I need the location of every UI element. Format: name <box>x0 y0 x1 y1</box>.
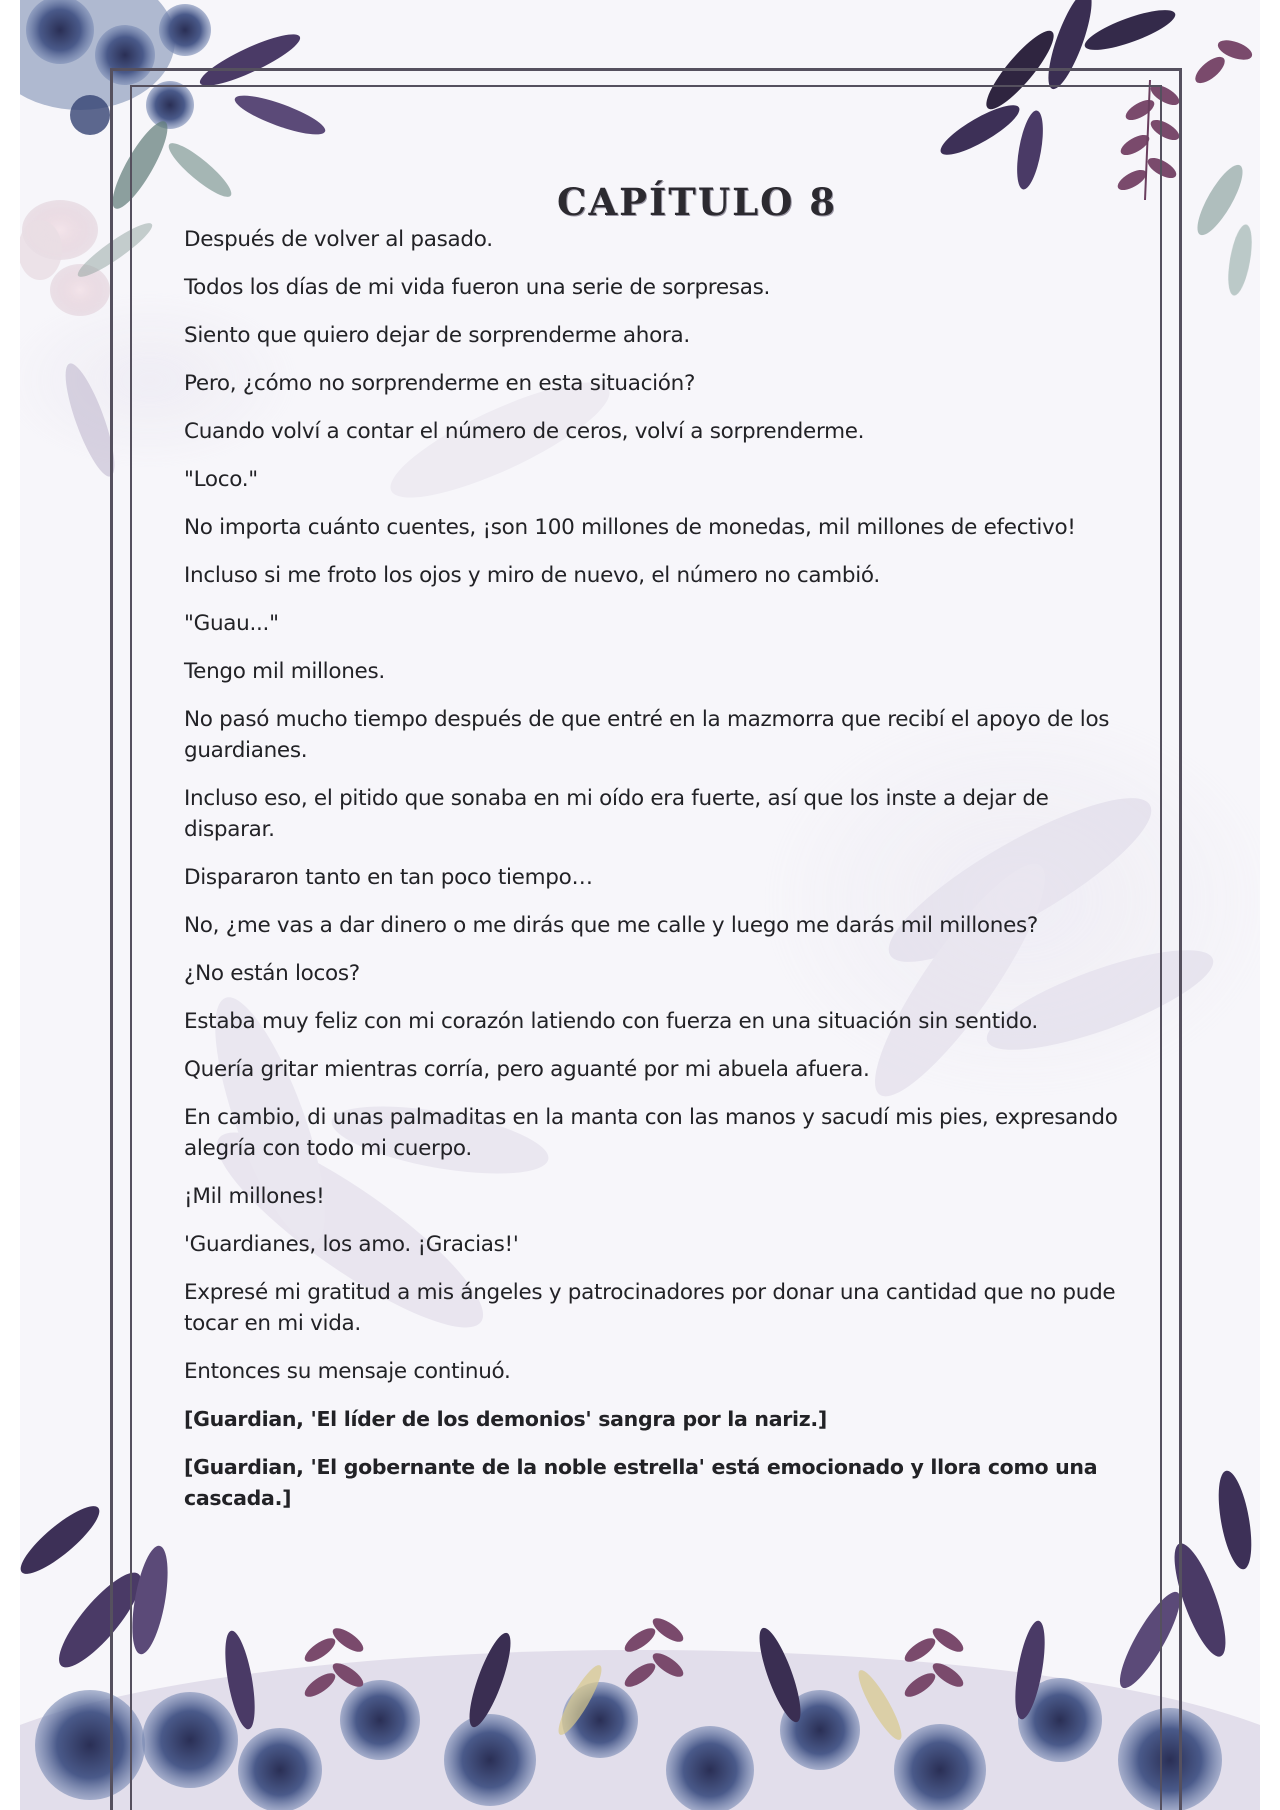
paragraph: "Loco." <box>184 467 258 492</box>
paragraph: En cambio, di unas palmaditas en la manta con las manos y sacudí mis pies, expresando alegría con todo mi cuerpo. <box>184 1105 1118 1161</box>
paragraph: Después de volver al pasado. <box>184 227 493 252</box>
paragraph: Cuando volví a contar el número de ceros, volví a sorprenderme. <box>184 419 865 444</box>
paragraph: Siento que quiero dejar de sorprenderme ahora. <box>184 323 690 348</box>
paragraph: Dispararon tanto en tan poco tiempo… <box>184 865 593 890</box>
paragraph: Todos los días de mi vida fueron una serie de sorpresas. <box>184 275 771 300</box>
paragraph: No, ¿me vas a dar dinero o me dirás que me calle y luego me darás mil millones? <box>184 913 1039 938</box>
paragraph: Pero, ¿cómo no sorprenderme en esta situación? <box>184 371 696 396</box>
paragraph: Entonces su mensaje continuó. <box>184 1359 511 1384</box>
paragraph: No pasó mucho tiempo después de que entré en la mazmorra que recibí el apoyo de los guardianes. <box>184 707 1110 763</box>
paragraph: 'Guardianes, los amo. ¡Gracias!' <box>184 1232 519 1257</box>
chapter-text <box>184 224 1120 1514</box>
paragraph: [Guardian, 'El gobernante de la noble estrella' está emocionado y llora como una cascada.] <box>184 1455 1098 1510</box>
document-page <box>20 0 1260 1810</box>
paragraph: [Guardian, 'El líder de los demonios' sangra por la nariz.] <box>184 1407 827 1431</box>
paragraph: Incluso si me froto los ojos y miro de nuevo, el número no cambió. <box>184 563 880 588</box>
paragraph: Tengo mil millones. <box>184 659 385 684</box>
paragraph: ¿No están locos? <box>184 961 360 986</box>
paragraph: "Guau..." <box>184 611 279 636</box>
chapter-title: CAPÍTULO 8 <box>557 180 837 224</box>
paragraph: Expresé mi gratitud a mis ángeles y patrocinadores por donar una cantidad que no pude tocar en mi vida. <box>184 1280 1116 1336</box>
paragraph: Quería gritar mientras corría, pero aguanté por mi abuela afuera. <box>184 1057 870 1082</box>
paragraph: Incluso eso, el pitido que sonaba en mi oído era fuerte, así que los inste a dejar de disparar. <box>184 786 1049 842</box>
paragraph: No importa cuánto cuentes, ¡son 100 millones de monedas, mil millones de efectivo! <box>184 515 1076 540</box>
chapter-content <box>184 180 1120 1531</box>
paragraph: Estaba muy feliz con mi corazón latiendo con fuerza en una situación sin sentido. <box>184 1009 1038 1034</box>
paragraph: ¡Mil millones! <box>184 1184 325 1209</box>
